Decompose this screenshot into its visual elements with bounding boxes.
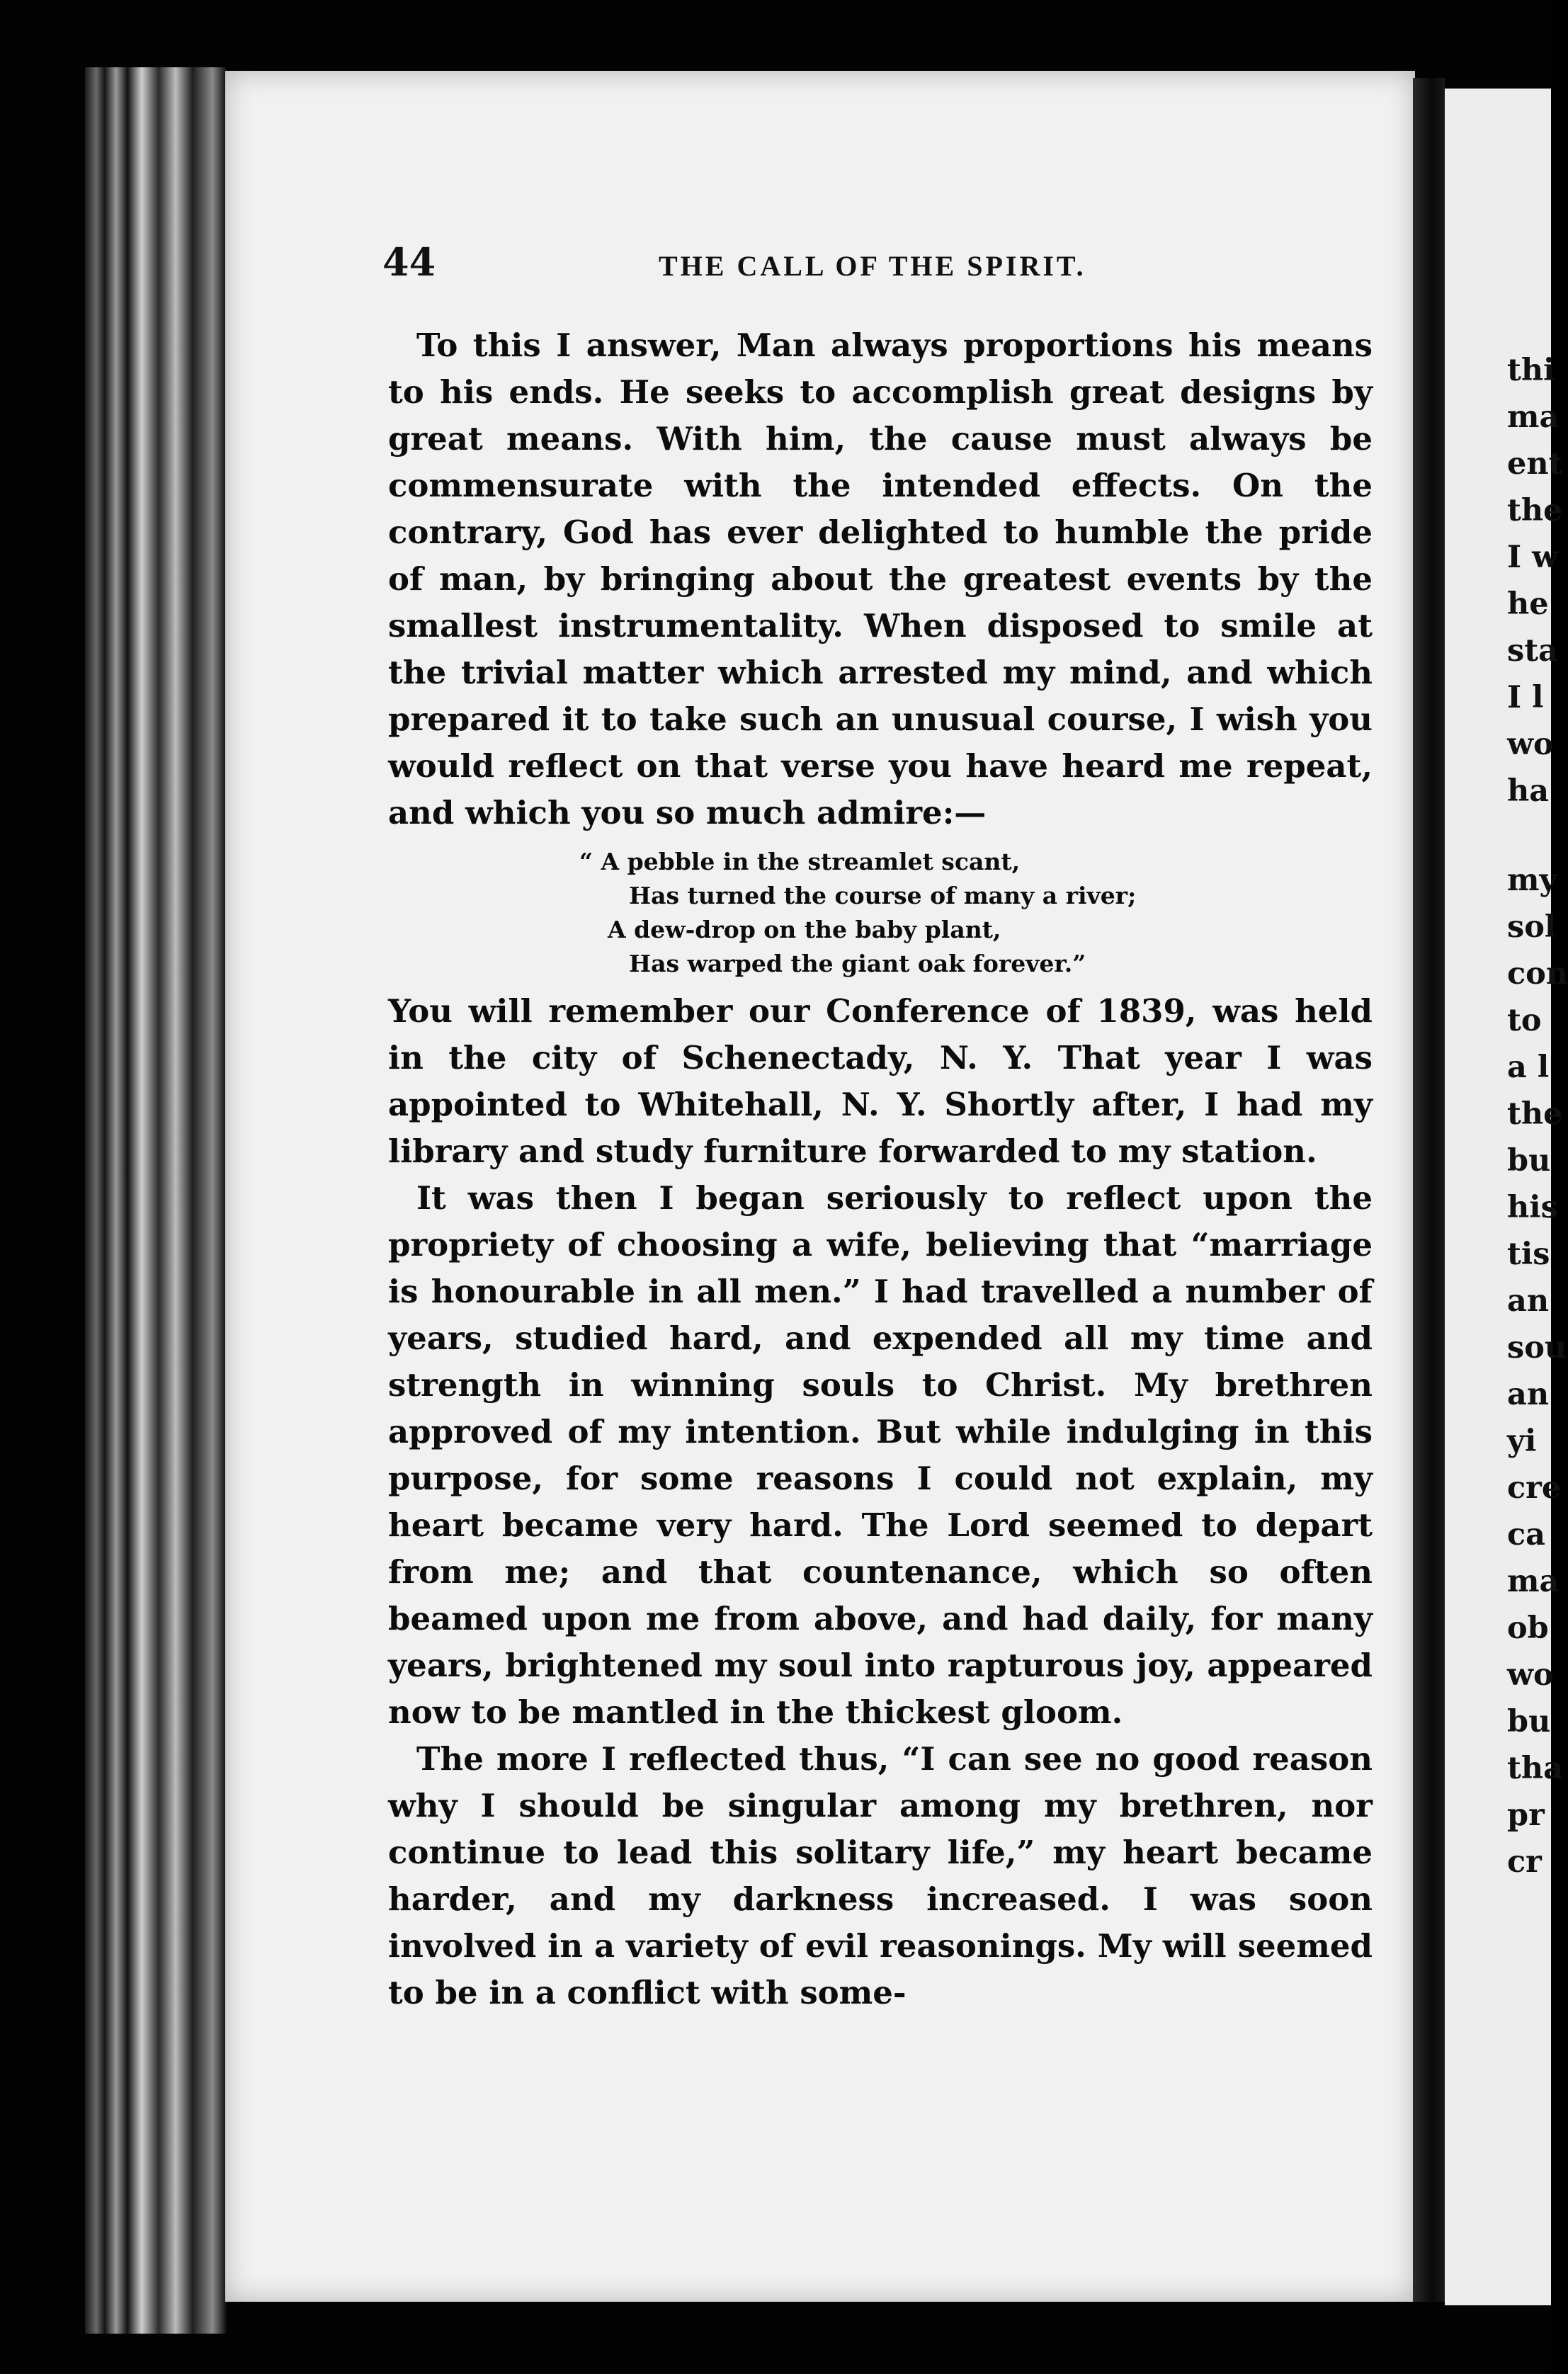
- verse-line-4: Has warped the giant oak forever.”: [629, 950, 1086, 977]
- fragment: the: [1507, 1096, 1563, 1132]
- fragment: bu: [1507, 1704, 1551, 1739]
- fragment: ma: [1507, 399, 1560, 435]
- fragment: ob: [1507, 1611, 1549, 1646]
- verse-quote: [388, 845, 1373, 981]
- paragraph-2: You will remember our Conference of 1839, was held in the city of Schenectady, N. Y. That year I was appointed to Whitehall, N. Y. Shortly after, I had my library and study furniture forwarded to my station.: [388, 992, 1373, 1170]
- verse-line-2: Has turned the course of many a river;: [629, 882, 1137, 909]
- paragraph-3: It was then I began seriously to reflect upon the propriety of choosing a wife, believing that “marriage is honourable in all men.” I had travelled a number of years, studied hard, and expended all my time and strength in winning souls to Christ. My brethren approved of my intention. But while indulging in this purpose, for some reasons I could not explain, my heart became very hard. The Lord seemed to depart from me; and that countenance, which so often beamed upon me from above, and had daily, for many years, brightened my soul into rapturous joy, appeared now to be mantled in the thickest gloom.: [388, 1179, 1373, 1731]
- fragment: I w: [1507, 540, 1559, 575]
- adjacent-page-text: [1507, 347, 1568, 1885]
- page-header: [382, 239, 1374, 289]
- fragment: tis: [1507, 1237, 1550, 1272]
- paragraph-1: To this I answer, Man always proportions his means to his ends. He seeks to accomplish great designs by great means. With him, the cause must always be commensurate with the intended effects. On the contrary, God has ever delighted to humble the pride of man, by bringing about the greatest events by the smallest instrumentality. When disposed to smile at the trivial matter which arrested my mind, and which prepared it to take such an unusual course, I wish you would reflect on that verse you have heard me repeat, and which you so much admire:—: [388, 326, 1373, 831]
- fragment: he: [1507, 586, 1549, 622]
- fragment: an: [1507, 1377, 1550, 1412]
- fragment: my: [1507, 863, 1557, 898]
- book-spine-edges: [85, 67, 227, 2334]
- fragment: wo: [1507, 1657, 1554, 1693]
- fragment: ha: [1507, 773, 1550, 809]
- fragment: to: [1507, 1003, 1542, 1038]
- fragment: thi: [1507, 353, 1555, 388]
- fragment: yi: [1507, 1424, 1537, 1459]
- fragment: sol: [1507, 909, 1557, 945]
- verse-line-1: “ A pebble in the streamlet scant,: [579, 848, 1021, 875]
- paragraph-4: The more I reflected thus, “I can see no good reason why I should be singular among my brethren, nor continue to lead this solitary life,” my heart became harder, and my darkness increased. I was soon involved in a variety of evil reasonings. My will seemed to be in a conflict with some-: [388, 1740, 1373, 2011]
- fragment: ca: [1507, 1517, 1546, 1552]
- fragment: a l: [1507, 1050, 1550, 1085]
- fragment: sta: [1507, 633, 1558, 669]
- fragment: ent: [1507, 446, 1563, 482]
- page-number: 44: [382, 239, 436, 285]
- fragment: the: [1507, 493, 1563, 528]
- page-gutter: [1413, 78, 1445, 2302]
- fragment: wo: [1507, 727, 1554, 762]
- fragment: sou: [1507, 1330, 1567, 1365]
- fragment: cre: [1507, 1470, 1562, 1506]
- fragment: an: [1507, 1283, 1550, 1319]
- fragment-gap: [1507, 814, 1551, 857]
- fragment: pr: [1507, 1797, 1545, 1833]
- fragment: ma: [1507, 1564, 1560, 1599]
- page-body: [388, 322, 1373, 2016]
- fragment: his: [1507, 1190, 1558, 1225]
- fragment: con: [1507, 956, 1568, 992]
- fragment: tha: [1507, 1751, 1563, 1786]
- running-title: THE CALL OF THE SPIRIT.: [659, 250, 1086, 282]
- verse-line-3: A dew-drop on the baby plant,: [608, 916, 1001, 943]
- fragment: I l: [1507, 680, 1544, 715]
- fragment: cr: [1507, 1844, 1542, 1880]
- fragment: bu: [1507, 1143, 1551, 1179]
